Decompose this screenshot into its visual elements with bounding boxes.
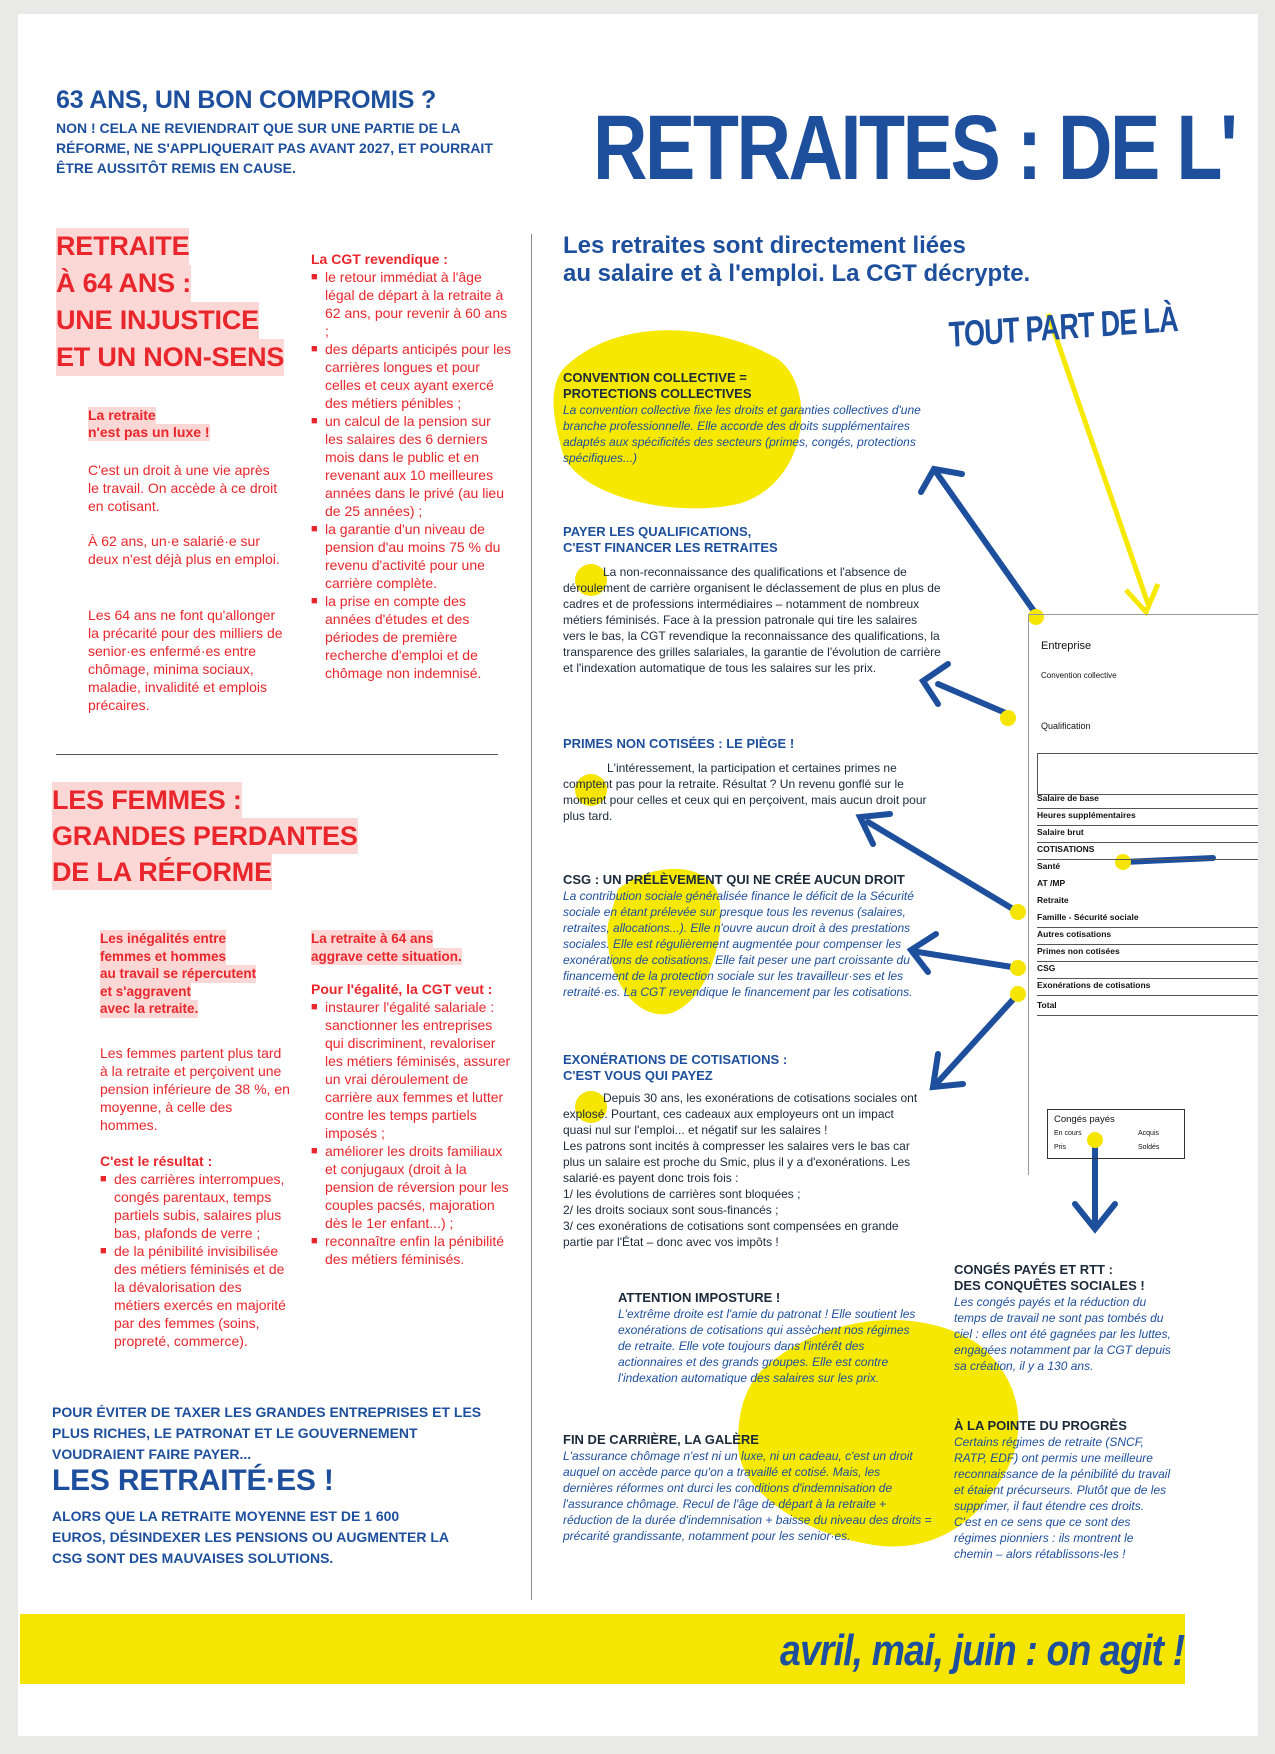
conges-cell: Soldés [1138, 1144, 1160, 1151]
section2-title-line: DE LA RÉFORME [52, 854, 272, 890]
list-item: ■ un calcul de la pension sur les salaires des 6 derniers mois dans le public et en revenant aux 10 meilleures années dans le privé (au lieu de 25 années) ; [311, 412, 511, 520]
list-item: ■ des carrières interrompues, congés parentaux, temps partiels subis, salaires plus bas, plafonds de verre ; [100, 1170, 290, 1242]
payslip-row: Exonérations de cotisations [1037, 980, 1258, 996]
section1-title-line: UNE INJUSTICE [56, 302, 259, 339]
convention-head [563, 370, 943, 402]
head-line: PROTECTIONS COLLECTIVES [563, 386, 752, 401]
payslip-row: Autres cotisations [1037, 929, 1258, 945]
section1-para3: Les 64 ans ne font qu'allonger la précarité pour des milliers de senior·es enfermé·es entre chômage, minima sociaux, maladie, invalidité et emplois précaires. [88, 607, 283, 713]
payslip-row: Heures supplémentaires [1037, 810, 1258, 826]
list-item: ■ la prise en compte des années d'études et des périodes de première recherche d'emploi et de chômage non indemnisé. [311, 592, 511, 682]
subhead-line: n'est pas un luxe ! [88, 424, 210, 440]
horizontal-divider [56, 754, 498, 755]
right-lead-line: au salaire et à l'emploi. La CGT décrypte. [563, 260, 1031, 287]
payslip-entreprise: Entreprise [1041, 640, 1092, 652]
payslip-row: Famille - Sécurité sociale [1037, 912, 1258, 928]
subhead-line: La retraite [88, 407, 156, 423]
convention-block [563, 370, 943, 466]
result-head: C'est le résultat : [100, 1153, 213, 1169]
section1-para2: À 62 ans, un·e salarié·e sur deux n'est déjà plus en emploi. [88, 533, 280, 567]
primes-block [563, 736, 933, 824]
bottom-left-tail: ALORS QUE LA RETRAITE MOYENNE EST DE 1 600 EUROS, DÉSINDEXER LES PENSIONS OU AUGMENTER LA CSG SONT DES MAUVAISES SOLUTIONS. [52, 1508, 449, 1566]
progres-body: Certains régimes de retraite (SNCF, RATP, EDF) ont permis une meilleure reconnaissance de la pénibilité du travail et étaient précurseurs. Plutôt que de les supprimer, il faut étendre ces droits. C'est en ce sens que ce sont des régimes pionniers : ils montrent le chemin – alors rétablissons-les ! [954, 1435, 1171, 1561]
column-divider [531, 234, 532, 1600]
exonerations-list-item: 3/ ces exonérations de cotisations sont compensées en grande partie par l'État – donc avec vos impôts ! [563, 1219, 899, 1249]
list-item: ■ le retour immédiat à l'âge légal de départ à la retraite à 62 ans, pour revenir à 60 ans ; [311, 268, 511, 340]
qualifications-body: La non-reconnaissance des qualifications et l'absence de déroulement de carrière organisent le déclassement de plus en plus de cadres et de professions intermédiaires – notamment de nombreux métiers féminisés. Face à la pression patronale qui tire les salaires vers le bas, la CGT revendique la reconnaissance des qualifications, la transparence des grilles salariales, la garantie de l'évolution de carrière et l'indexation automatique de tous les salaires sur les prix. [563, 565, 941, 675]
list-item: ■ de la pénibilité invisibilisée des métiers féminisés et de la dévalorisation des métiers exercés en majorité par des femmes (soins, propreté, commerce). [100, 1242, 290, 1350]
progres-head: À LA POINTE DU PROGRÈS [954, 1418, 1127, 1433]
footer-slogan: avril, mai, juin : on agit ! [780, 1626, 1185, 1675]
top-left-title: 63 ANS, UN BON COMPROMIS ? [56, 86, 437, 114]
imposture-body: L'extrême droite est l'amie du patronat ! Elle soutient les exonérations de cotisations qui assèchent nos régimes de retraite. Elle vote toujours dans l'intérêt des actionnaires et des grands groupes. Elle est contre l'indexation automatique des salaires sur les prix. [618, 1307, 916, 1385]
subhead-line: avec la retraite. [100, 1001, 199, 1016]
payslip-row: AT /MP [1037, 878, 1066, 888]
cgt-demands-list [311, 268, 511, 682]
head-line: CONVENTION COLLECTIVE = [563, 370, 747, 385]
convention-body: La convention collective fixe les droits et garanties collectives d'une branche professionnelle. Elle accorde des droits supplémentaires adaptés aux spécificités des secteurs (primes, congés, protections spécifiques...) [563, 403, 921, 465]
conges-cell: En cours [1054, 1130, 1082, 1137]
payslip-row: COTISATIONS [1037, 844, 1258, 860]
fin-carriere-block [563, 1432, 933, 1544]
subhead-line: aggrave cette situation. [311, 948, 462, 964]
subhead-line: femmes et hommes [100, 948, 227, 964]
right-lead [563, 232, 1030, 288]
primes-body: L'intéressement, la participation et certaines primes ne comptent pas pour la retraite. Résultat ? Un revenu gonflé sur le moment pour celles et ceux qui en perçoivent, mais aucun droit pour plus tard. [563, 761, 927, 823]
payslip-convention: Convention collective [1041, 671, 1117, 680]
section2-right-head [311, 930, 462, 965]
head-line: C'EST FINANCER LES RETRAITES [563, 540, 778, 555]
cgt-demands-head: La CGT revendique : [311, 251, 448, 267]
section1-subhead [88, 407, 210, 441]
head-line: C'EST VOUS QUI PAYEZ [563, 1068, 713, 1083]
fin-carriere-body: L'assurance chômage n'est ni un luxe, ni un cadeau, c'est un droit auquel on accède parce qu'on a travaillé et cotisé. Mais, les dernières réformes ont durci les conditions d'indemnisation de l'assurance chômage. Recul de l'âge de départ à la retraite + réduction de la durée d'indemnisation + baisse du niveau des droits = précarité grandissante, notamment pour les senior·es. [563, 1449, 932, 1543]
conges-head [954, 1262, 1174, 1294]
head-line: EXONÉRATIONS DE COTISATIONS : [563, 1052, 788, 1067]
section2-subhead [100, 930, 256, 1018]
conges-box [1047, 1109, 1185, 1159]
result-list [100, 1170, 290, 1350]
csg-block [563, 872, 933, 1000]
payslip-row: Total [1037, 1000, 1258, 1016]
conges-cell: Pris [1054, 1144, 1067, 1151]
conges-cell: Acquis [1138, 1130, 1160, 1137]
csg-body: La contribution sociale généralisée finance le déficit de la Sécurité sociale en étant prélevée sur presque tous les revenus (salaires, retraites, allocations...). Elle n'ouvre aucun droit à des prestations sociales. Elle est régulièrement augmentée pour compenser les exonérations de cotisations. Elle fait peser une part croissante du financement de la protection sociale sur les travailleur·ses et les retraité·es. La CGT revendique le financement par les cotisations. [563, 889, 914, 999]
section1-title-line: ET UN NON-SENS [56, 339, 284, 376]
payslip-row: Salaire de base [1037, 793, 1258, 809]
section1-title-line: À 64 ANS : [56, 265, 191, 302]
bottom-left-lead: POUR ÉVITER DE TAXER LES GRANDES ENTREPRISES ET LES PLUS RICHES, LE PATRONAT ET LE GOUVERNEMENT VOUDRAIENT FAIRE PAYER... [52, 1404, 482, 1462]
exonerations-block [563, 1052, 923, 1250]
exonerations-list-item: 2/ les droits sociaux sont sous-financés ; [563, 1203, 779, 1217]
qualifications-head [563, 524, 943, 556]
section2-para1: Les femmes partent plus tard à la retraite et perçoivent une pension inférieure de 38 %, en moyenne, à celle des hommes. [100, 1045, 290, 1133]
section1-title-line: RETRAITE [56, 228, 189, 265]
primes-head: PRIMES NON COTISÉES : LE PIÈGE ! [563, 736, 795, 751]
equality-demands [311, 980, 511, 1268]
equality-head: Pour l'égalité, la CGT veut : [311, 981, 493, 997]
conges-box-title: Congés payés [1054, 1114, 1115, 1125]
list-item: ■ des départs anticipés pour les carrières longues et pour celles et ceux ayant exercé des métiers pénibles ; [311, 340, 511, 412]
cgt-demands [311, 250, 511, 682]
equality-list [311, 998, 511, 1268]
subhead-line: Les inégalités entre [100, 931, 227, 946]
payslip-row: Retraite [1037, 895, 1069, 905]
list-item: ■ la garantie d'un niveau de pension d'au moins 75 % du revenu d'activité pour une carrière complète. [311, 520, 511, 592]
payslip-row: CSG [1037, 963, 1258, 979]
payslip-box [1037, 753, 1258, 795]
conges-body: Les congés payés et la réduction du temps de travail ne sont pas tombés du ciel : elles ont été gagnées par les luttes, engagées notamment par la CGT depuis sa création, il y a 130 ans. [954, 1295, 1171, 1373]
exonerations-body1: Depuis 30 ans, les exonérations de cotisations sociales ont explosé. Pourtant, ces cadeaux aux employeurs ont un impact quasi nul sur l'emploi... et négatif sur les salaires ! [563, 1091, 918, 1137]
main-title: RETRAITES : DE L' [593, 97, 1236, 199]
qualifications-block [563, 524, 943, 676]
head-line: PAYER LES QUALIFICATIONS, [563, 524, 752, 539]
payslip-row: Salaire brut [1037, 827, 1258, 843]
leaflet-page [18, 14, 1258, 1736]
csg-head: CSG : UN PRÉLÈVEMENT QUI NE CRÉE AUCUN DROIT [563, 872, 905, 887]
subhead-line: et s'aggravent [100, 983, 191, 999]
section2-result [100, 1152, 290, 1350]
section2-title-line: LES FEMMES : [52, 782, 242, 818]
progres-block [954, 1418, 1174, 1562]
head-line: DES CONQUÊTES SOCIALES ! [954, 1278, 1145, 1293]
list-item: ■ reconnaître enfin la pénibilité des métiers féminisés. [311, 1232, 511, 1268]
section1-title [56, 228, 284, 376]
top-left-text: NON ! CELA NE REVIENDRAIT QUE SUR UNE PARTIE DE LA RÉFORME, NE S'APPLIQUERAIT PAS AVANT 2027, ET POURRAIT ÊTRE AUSSITÔT REMIS EN CAUSE. [56, 120, 493, 176]
fin-carriere-head: FIN DE CARRIÈRE, LA GALÈRE [563, 1432, 759, 1447]
exonerations-list-item: 1/ les évolutions de carrières sont bloquées ; [563, 1187, 801, 1201]
bottom-left-big: LES RETRAITÉ·ES ! [52, 1464, 334, 1497]
imposture-block [618, 1290, 918, 1386]
right-lead-line: Les retraites sont directement liées [563, 232, 966, 259]
tout-part-de-la: TOUT PART DE LÀ [948, 298, 1179, 355]
payslip-row: Primes non cotisées [1037, 946, 1258, 962]
exonerations-head [563, 1052, 923, 1084]
list-item: ■ améliorer les droits familiaux et conjugaux (droit à la pension de réversion pour les couples pacsés, majoration dès le 1er enfant...) ; [311, 1142, 511, 1232]
payslip-row: Santé [1037, 861, 1061, 871]
conges-block [954, 1262, 1174, 1374]
head-line: CONGÉS PAYÉS ET RTT : [954, 1262, 1113, 1277]
section1-para1: C'est un droit à une vie après le travail. On accède à ce droit en cotisant. [88, 462, 278, 514]
payslip [1028, 614, 1258, 1175]
section2-title-line: GRANDES PERDANTES [52, 818, 358, 854]
subhead-line: La retraite à 64 ans [311, 931, 434, 946]
subhead-line: au travail se répercutent [100, 966, 257, 981]
list-item: ■ instaurer l'égalité salariale : sanctionner les entreprises qui discriminent, revaloriser les métiers féminisés, assurer un vrai déroulement de carrière aux femmes et lutter contre les temps partiels imposés ; [311, 998, 511, 1142]
payslip-qualification: Qualification [1041, 721, 1091, 731]
section2-title [52, 782, 358, 890]
exonerations-body2: Les patrons sont incités à compresser les salaires vers le bas car plus un salaire est proche du Smic, plus il y a d'exonérations. Les salarié·es payent donc trois fois : [563, 1139, 911, 1185]
imposture-head: ATTENTION IMPOSTURE ! [618, 1290, 781, 1305]
